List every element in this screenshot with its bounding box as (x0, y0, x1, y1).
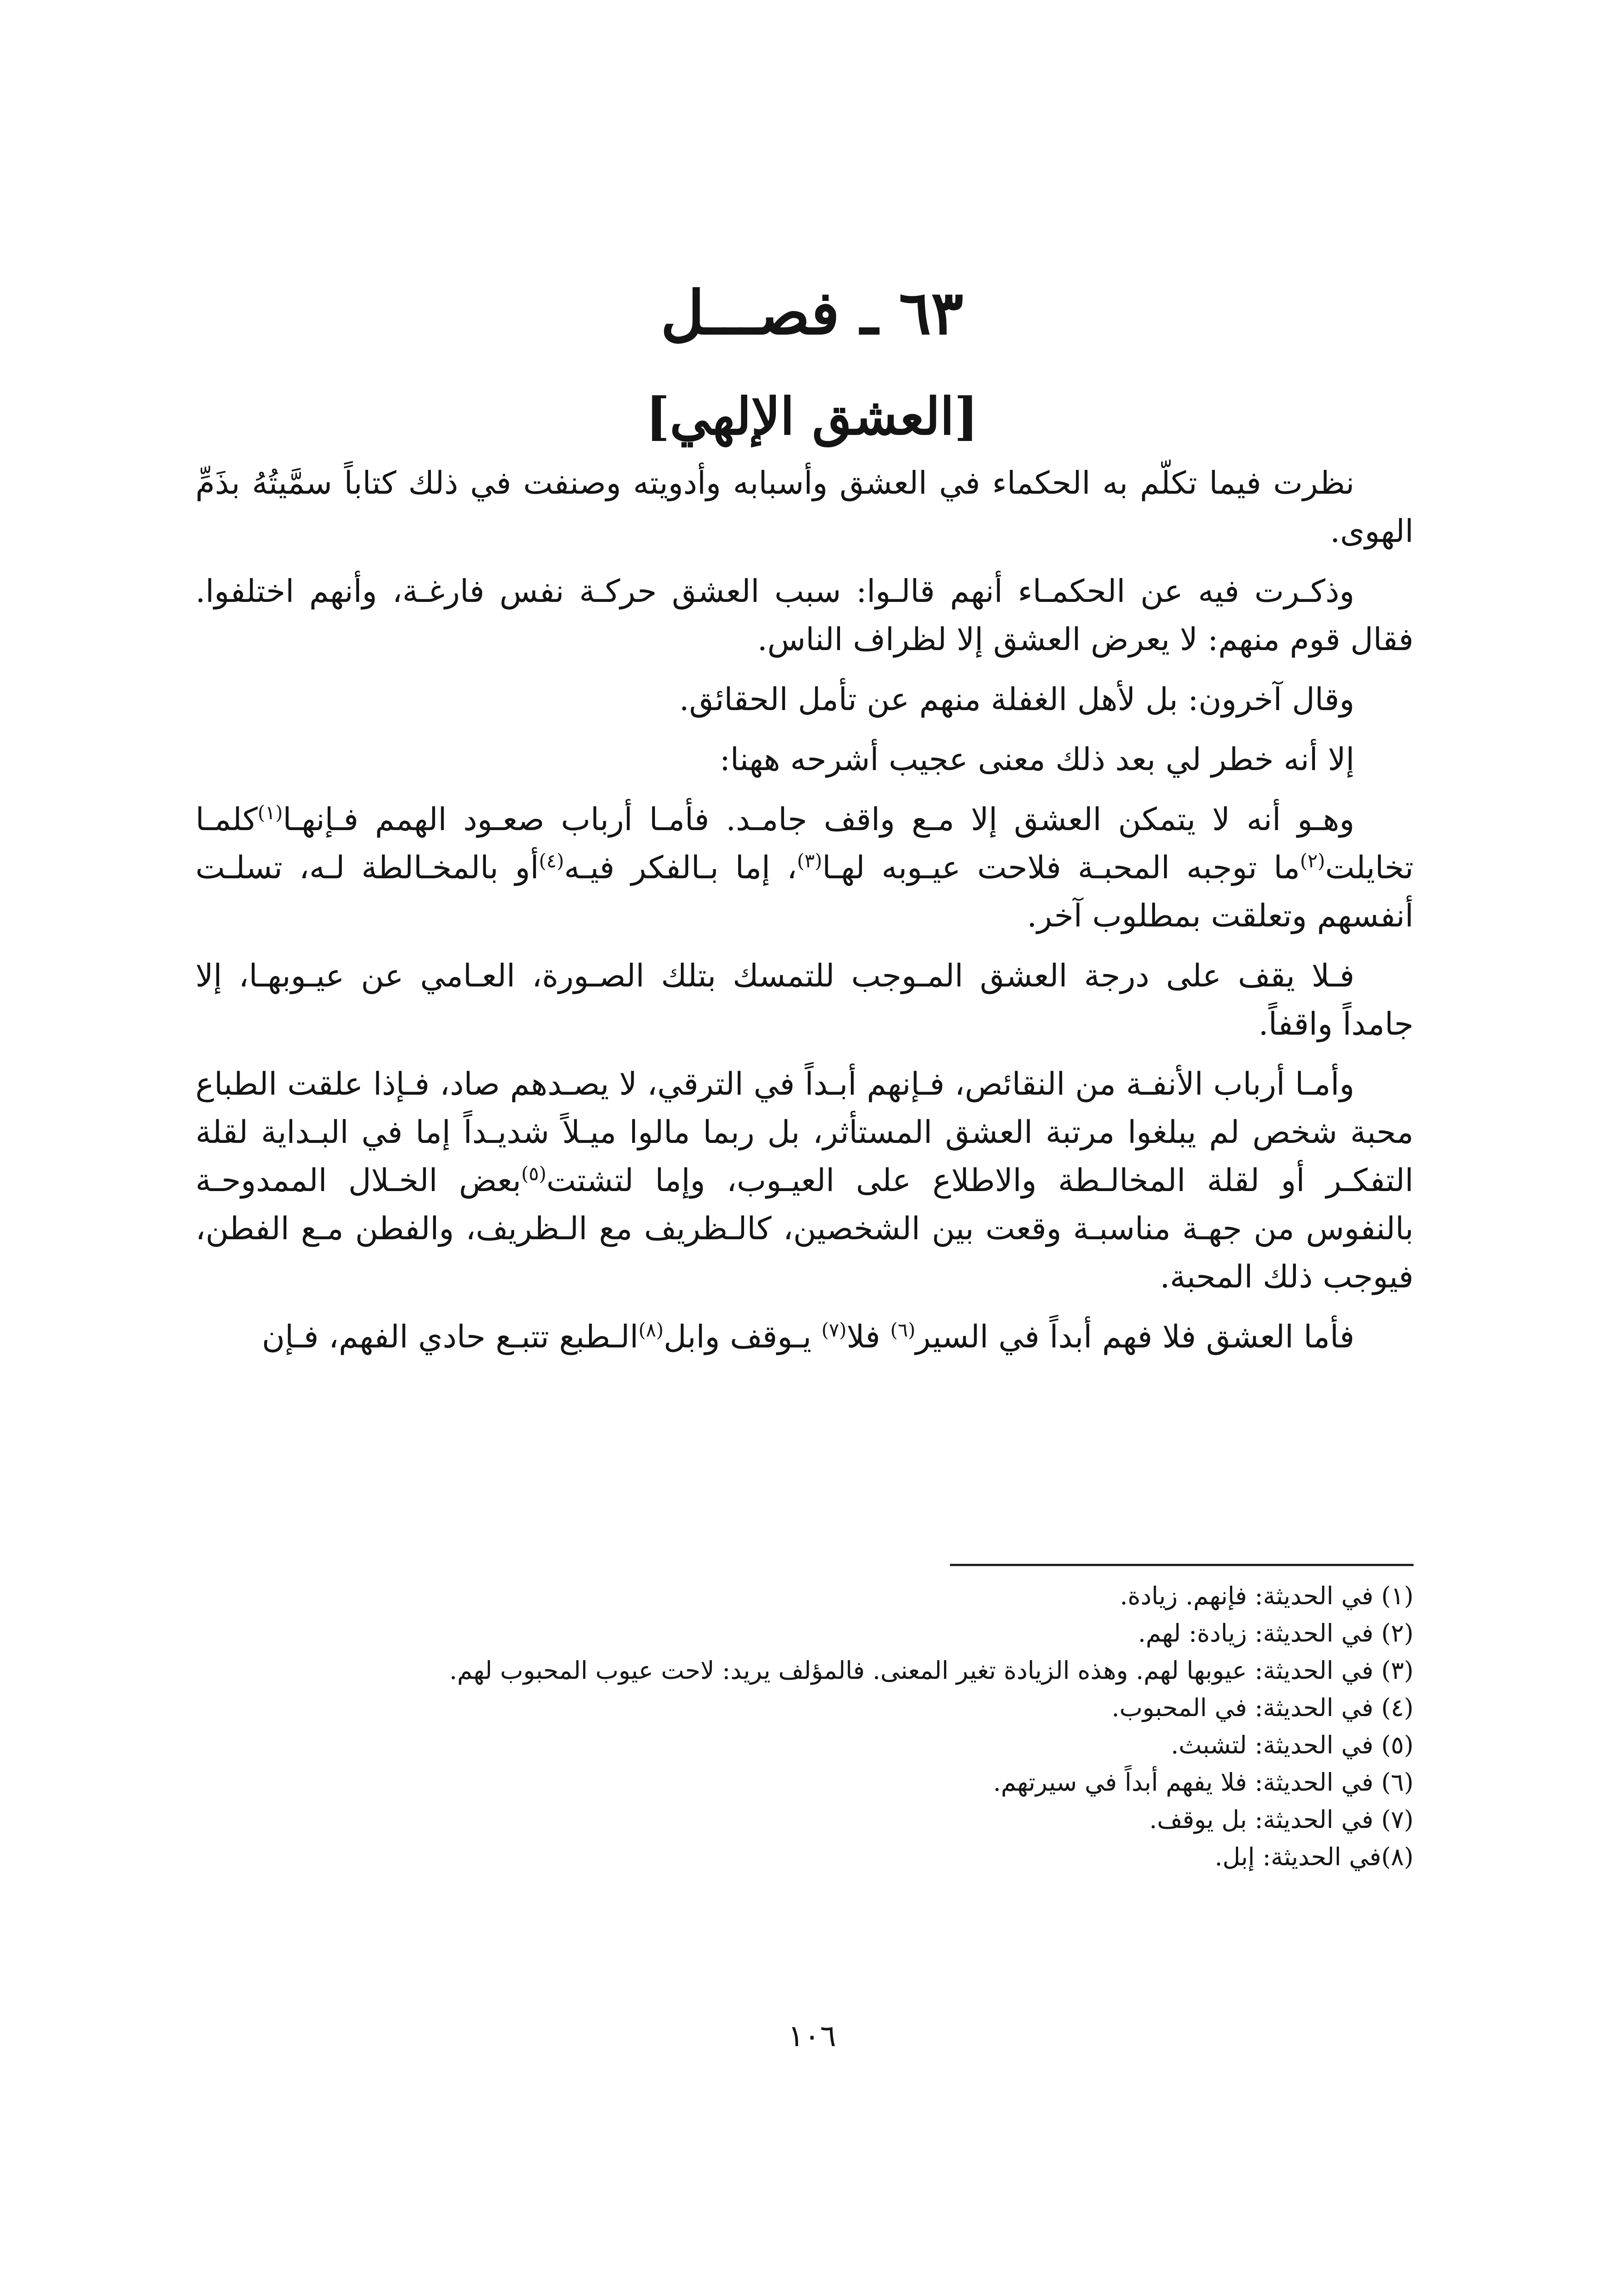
footnote-ref: (٧) (821, 1319, 847, 1341)
paragraph (195, 676, 1414, 724)
section-title: [العشق الإلهي] (645, 387, 979, 446)
footnote-ref: (٥) (521, 1162, 547, 1185)
footnote-ref: (٣) (797, 850, 822, 872)
paragraph-text: فأما العشق فلا فهم أبداً في السير (915, 1319, 1354, 1355)
footnote-ref: (٢) (1300, 850, 1325, 872)
paragraph-text: ما توجبه المحبـة فلاحت عيـوبه لهـا (822, 850, 1300, 886)
paragraph-text: الـطبع تتبـع حادي الفهم، فـإن (262, 1319, 639, 1355)
paragraph-text: أو بالمخـالطة لـه، تسلـت أنفسهم وتعلقت بمطلوب آخر. (195, 850, 1414, 934)
paragraph-text: وأمـا أرباب الأنفـة من النقائص، فـإنهم أبـداً في الترقي، لا يصـدهم صاد، فـإذا علقت الطباع محبة شخص لم يبلغوا مرتبة العشق المستأثر، بل ربما مالوا ميـلاً شديـداً إما في البـداية لقلة التفكـر أو لقلة المخالـطة والاطلاع على العيـوب، وإما لتشتت (195, 1066, 1414, 1199)
paragraph-text: ، إما بـالفكر فيـه (564, 850, 797, 886)
footnote: (٨)في الحديثة: إبل. (1214, 1842, 1414, 1871)
footnote: (٦) في الحديثة: فلا يفهم أبداً في سيرتهم. (993, 1768, 1414, 1797)
footnote: (٢) في الحديثة: زيادة: لهم. (1138, 1619, 1414, 1647)
paragraph-text: وهـو أنه لا يتمكن العشق إلا مـع واقف جامـد. فأمـا أرباب صعـود الهمم فـإنهـا (283, 801, 1354, 838)
footnotes (195, 1577, 1414, 1876)
footnote-ref: (٤) (539, 850, 564, 872)
paragraph (195, 1313, 1414, 1361)
paragraph (195, 1060, 1414, 1301)
paragraph-text: إلا أنه خطر لي بعد ذلك معنى عجيب أشرحه ههنا: (720, 741, 1354, 778)
paragraph (195, 567, 1414, 664)
footnote-ref: (٦) (890, 1319, 916, 1341)
footnote-ref: (٨) (638, 1319, 664, 1341)
footnote: (٤) في الحديثة: في المحبوب. (1111, 1693, 1414, 1722)
paragraph-text: وقال آخرون: بل لأهل الغفلة منهم عن تأمل الحقائق. (679, 681, 1354, 718)
footnote: (١) في الحديثة: فإنهم. زيادة. (1119, 1582, 1414, 1610)
footnote: (٧) في الحديثة: بل يوقف. (1149, 1805, 1414, 1834)
paragraph (195, 796, 1414, 940)
paragraph-text: بعض الخـلال الممدوحـة بالنفوس من جهـة مناسبـة وقعت بين الشخصين، كالـظريف مع الـظريف، والفطن مـع الفطن، فيوجب ذلك المحبة. (195, 1162, 1414, 1295)
paragraph (195, 736, 1414, 784)
footnote-ref: (١) (257, 801, 283, 824)
paragraph-text: وذكـرت فيه عن الحكمـاء أنهم قالـوا: سبب العشق حركـة نفس فارغـة، وأنهم اختلفوا. فقال قوم منهم: لا يعرض العشق إلا لظراف الناس. (195, 573, 1414, 658)
footnote: (٥) في الحديثة: لتشبث. (1170, 1731, 1414, 1759)
footnote: (٣) في الحديثة: عيوبها لهم. وهذه الزيادة تغير المعنى. فالمؤلف يريد: لاحت عيوب المحبوب لهم. (449, 1656, 1414, 1685)
body-text (195, 459, 1414, 1373)
paragraph-text: فـلا يقف على درجة العشق المـوجب للتمسك بتلك الصـورة، العـامي عن عيـوبهـا، إلا جامداً واقفاً. (195, 958, 1414, 1042)
paragraph-text: فلا (846, 1319, 890, 1355)
paragraph-text: يـوقف وابل (663, 1319, 822, 1355)
page-number: ١٠٦ (788, 2018, 836, 2053)
paragraph (195, 459, 1414, 556)
paragraph-text: كلمـا تخايلت (195, 801, 1414, 886)
paragraph (195, 952, 1414, 1048)
footnote-separator (950, 1564, 1414, 1566)
chapter-title: ٦٣ ـ فصـــل (660, 278, 964, 348)
paragraph-text: نظرت فيما تكلّم به الحكماء في العشق وأسبابه وأدويته وصنفت في ذلك كتاباً سمَّيتُهُ بذَمِّ الهوى. (195, 465, 1414, 550)
